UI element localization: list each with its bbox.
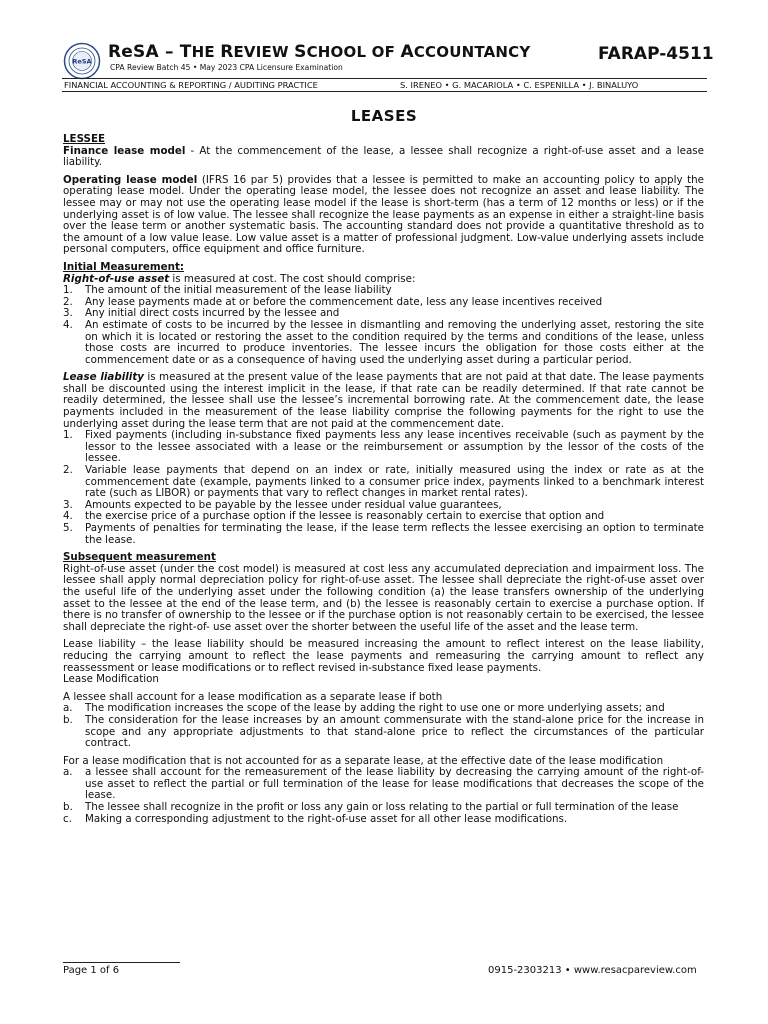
subsequent-measurement-heading: Subsequent measurement xyxy=(63,551,216,564)
operating-lease-paragraph: Operating lease model (IFRS 16 par 5) provides that a lessee is permitted to make an accounting policy to apply the operating lease model. Under the operating lease model, the lessee does not recognize an asset and lease liability. The lessee may or may not use the operating lease model if the lease is short-term (has a term of 12 months or less) or if the underlying asset is of low value. The lessee shall recognize the lease payments as an expense in either a straight-line basis over the lease term or another systematic basis. The accounting standard does not provide a quantitative threshold as to the amount of a low value lease. Low value asset is a matter of professional judgment. Low-value underlying assets include personal computers, office equipment and office furniture. xyxy=(63,173,704,256)
list-item: 5. Payments of penalties for terminating the lease, if the lease term reflects the lessee exercising an option to terminate the lease. xyxy=(63,522,704,546)
rou-asset-list xyxy=(63,285,704,366)
subsequent-measurement-paragraph: Right-of-use asset (under the cost model) is measured at cost less any accumulated depreciation and impairment loss. The lessee shall apply normal depreciation policy for right-of-use asset. The lessee shall depreciate the right-of-use asset over the useful life of the underlying asset under the following condition (a) the lease transfers ownership of the underlying asset to the lessee at the end of the lease term, and (b) the lessee is reasonably certain to exercise a purchase option. If there is no transfer of ownership to the lessee or if the purchase option is not reasonably certain to be exercised, the lessee shall depreciate the right-of- use asset over the shorter between the useful life of the asset and the lease term. xyxy=(63,562,704,633)
initial-measurement-heading: Initial Measurement: xyxy=(63,260,184,273)
list-item: 4. An estimate of costs to be incurred by the lessee in dismantling and removing the underlying asset, restoring the site on which it is located or restoring the asset to the condition required by the terms and conditions of the lease, unless those costs are incurred to produce inventories. The lessee incurs the obligation for those costs either at the commencement date or as a consequence of having used the underlying asset during a particular period. xyxy=(63,318,704,366)
lease-liability-subsequent-paragraph: Lease liability – the lease liability should be measured increasing the amount to reflect interest on the lease liability, reducing the carrying amount to reflect the lease payments and remeasuring the carrying amount to reflect any reassessment or lease modifications or to reflect revised in-substance fixed lease payments. xyxy=(63,638,704,674)
finance-lease-paragraph: Finance lease model - At the commencement of the lease, a lessee shall recognize a right-of-use asset and a lease liability. xyxy=(63,144,704,169)
list-item: c. Making a corresponding adjustment to the right-of-use asset for all other lease modifications. xyxy=(63,812,568,825)
resa-logo-seal xyxy=(63,42,101,80)
header-rule-bottom xyxy=(62,91,707,92)
modification-intro: A lessee shall account for a lease modification as a separate lease if both xyxy=(63,690,443,703)
modification-list-2 xyxy=(63,767,704,825)
rou-asset-paragraph: Right-of-use asset is measured at cost. The cost should comprise: xyxy=(63,272,416,285)
list-item: b. The lessee shall recognize in the profit or loss any gain or loss relating to the partial or full termination of the lease xyxy=(63,801,679,814)
logo-text: ReSA xyxy=(72,57,92,66)
modification-list xyxy=(63,703,704,749)
list-item: 2. Variable lease payments that depend on an index or rate, initially measured using the index or rate as at the commencement date (example, payments linked to a consumer price index, payments linked to a benchmark interest rate (such as LIBOR) or payments that vary to reflect changes in market rental rates). xyxy=(63,464,704,500)
list-item: 1. The amount of the initial measurement of the lease liability xyxy=(63,284,392,297)
page-title: LEASES xyxy=(350,107,418,125)
list-item: a. a lessee shall account for the remeasurement of the lease liability by decreasing the carrying amount of the right-of-use asset to reflect the partial or full termination of the lease for lease modifications that decreases the scope of the lease. xyxy=(63,766,704,802)
lease-liability-paragraph: Lease liability is measured at the present value of the lease payments that are not paid at that date. The lease payments shall be discounted using the interest implicit in the lease, if that rate can be readily determined. If that rate cannot be readily determined, the lessee shall use the lessee’s incremental borrowing rate. At the commencement date, the lease payments included in the measurement of the lease liability comprise the following payments for the right to use the underlying asset during the lease term that are not paid at the commencement date. xyxy=(63,371,704,430)
list-item: 4. the exercise price of a purchase option if the lessee is reasonably certain to exercise that option and xyxy=(63,510,605,523)
lessee-heading: LESSEE xyxy=(63,133,106,145)
document-code: FARAP-4511 xyxy=(598,44,714,64)
lease-modification-heading: Lease Modification xyxy=(63,673,159,686)
list-item: 3. Amounts expected to be payable by the lessee under residual value guarantees, xyxy=(63,498,502,511)
document-body xyxy=(63,134,704,825)
contact-info: 0915-2303213 • www.resacpareview.com xyxy=(488,965,697,976)
list-item: 2. Any lease payments made at or before the commencement date, less any lease incentives received xyxy=(63,295,603,308)
list-item: 3. Any initial direct costs incurred by the lessee and xyxy=(63,307,340,320)
modification-intro-2: For a lease modification that is not accounted for as a separate lease, at the effective date of the lease modification xyxy=(63,754,664,767)
school-subtitle: CPA Review Batch 45 • May 2023 CPA Licensure Examination xyxy=(110,63,343,72)
list-item: a. The modification increases the scope of the lease by adding the right to use one or more underlying assets; and xyxy=(63,702,665,715)
header-rule-top xyxy=(62,78,707,79)
footer-rule xyxy=(63,962,180,963)
subject-line: FINANCIAL ACCOUNTING & REPORTING / AUDITING PRACTICE xyxy=(64,80,318,90)
lease-liability-list xyxy=(63,430,704,546)
school-name: ReSA – THE REVIEW SCHOOL OF ACCOUNTANCY xyxy=(108,42,531,62)
list-item: b. The consideration for the lease increases by an amount commensurate with the stand-alone price for the increase in scope and any appropriate adjustments to that stand-alone price to reflect the circumstances of the particular contract. xyxy=(63,713,704,750)
page-number: Page 1 of 6 xyxy=(63,965,120,976)
authors-line: S. IRENEO • G. MACARIOLA • C. ESPENILLA • J. BINALUYO xyxy=(400,80,639,90)
list-item: 1. Fixed payments (including in-substance fixed payments less any lease incentives receivable (such as payment by the lessor to the lessee associated with a lease or the reimbursement or assumption by the lessor of the costs of the lessee. xyxy=(63,429,704,465)
